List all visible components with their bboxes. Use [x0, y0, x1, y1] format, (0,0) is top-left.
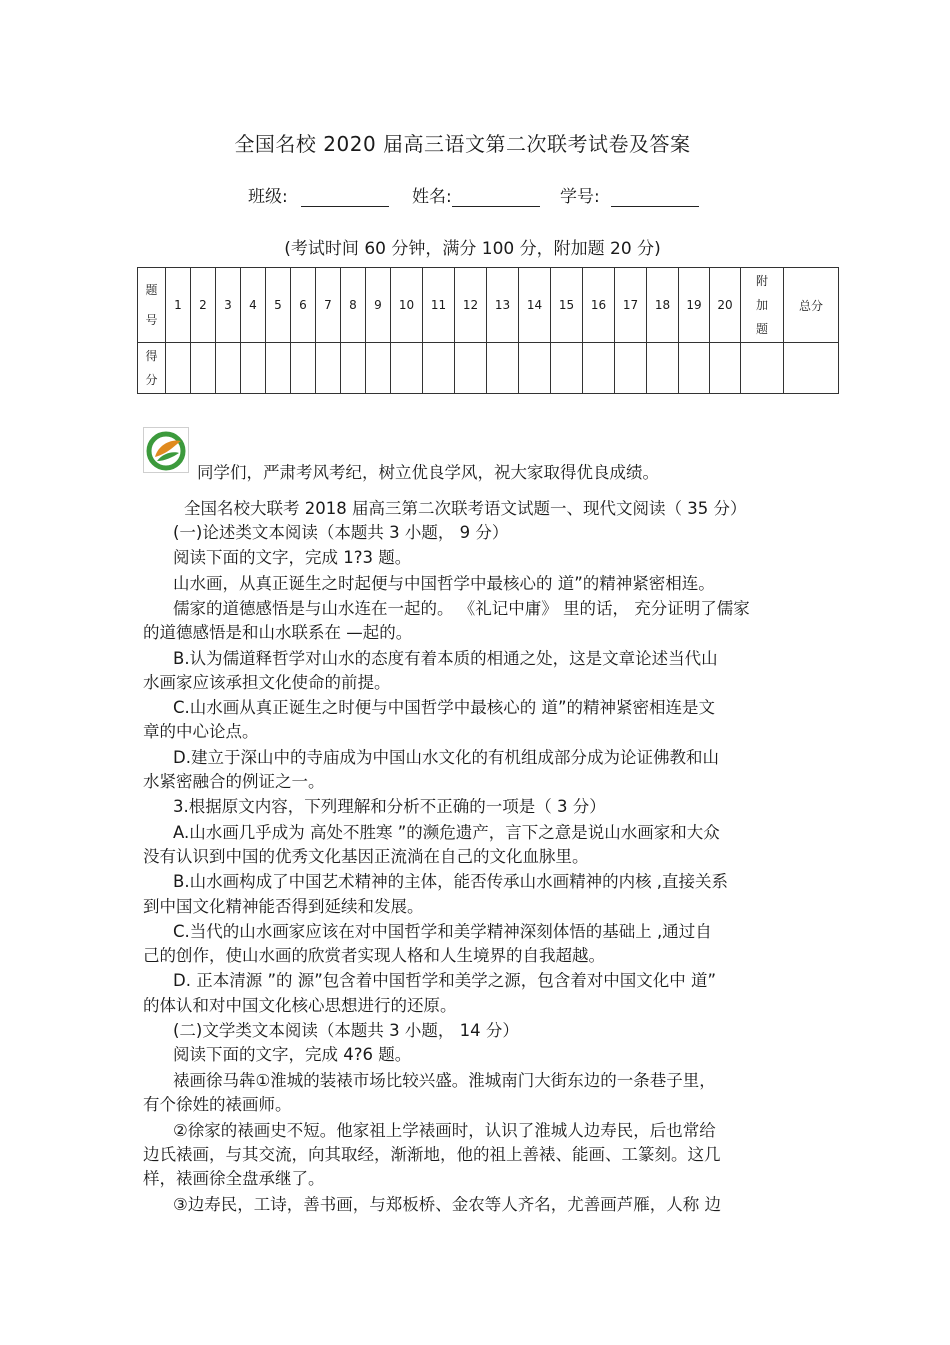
- question-number: 8: [341, 268, 366, 343]
- question-number: 2: [191, 268, 216, 343]
- question-number: 5: [266, 268, 291, 343]
- score-cell[interactable]: [191, 343, 216, 394]
- total-score-cell[interactable]: [784, 343, 839, 394]
- text-line: (一)论述类文本阅读（本题共 3 小题， 9 分）: [173, 523, 509, 542]
- score-cell[interactable]: [391, 343, 423, 394]
- score-cell[interactable]: [519, 343, 551, 394]
- text-line: ③边寿民，工诗，善书画，与郑板桥、金农等人齐名，尤善画芦雁，人称 边: [173, 1195, 722, 1214]
- question-number: 3: [216, 268, 241, 343]
- text-line: 山水画，从真正诞生之时起便与中国哲学中最核心的 道”的精神紧密相连。: [173, 574, 715, 593]
- text-line: D.建立于深山中的寺庙成为中国山水文化的有机组成部分成为论证佛教和山: [173, 748, 719, 767]
- text-line: 阅读下面的文字，完成 4?6 题。: [173, 1045, 412, 1064]
- class-field: [248, 182, 389, 207]
- text-line: C.当代的山水画家应该在对中国哲学和美学精神深刻体悟的基础上 ,通过自: [173, 922, 712, 941]
- school-logo-icon: [143, 427, 189, 473]
- score-cell[interactable]: [291, 343, 316, 394]
- text-line: B.山水画构成了中国艺术精神的主体，能否传承山水画精神的内核 ,直接关系: [173, 872, 729, 891]
- id-label: 学号:: [560, 187, 600, 207]
- text-line: 样，裱画徐全盘承继了。: [143, 1169, 325, 1188]
- text-line: 的道德感悟是和山水联系在 —起的。: [143, 623, 413, 642]
- text-line: B.认为儒道释哲学对山水的态度有着本质的相通之处，这是文章论述当代山: [173, 649, 718, 668]
- score-table: [137, 267, 839, 394]
- text-line: 儒家的道德感悟是与山水连在一起的。 《礼记中庸》 里的话， 充分证明了儒家: [173, 599, 750, 618]
- name-field: [412, 182, 540, 207]
- question-number-row: [138, 268, 839, 343]
- class-blank: [301, 188, 389, 207]
- score-cell[interactable]: [710, 343, 741, 394]
- text-line: A.山水画几乎成为 高处不胜寒 ”的濒危遗产，言下之意是说山水画家和大众: [173, 823, 720, 842]
- total-label-cell: 总分: [784, 268, 839, 343]
- text-line: C.山水画从真正诞生之时便与中国哲学中最核心的 道”的精神紧密相连是文: [173, 698, 716, 717]
- name-blank: [452, 188, 540, 207]
- text-line: 己的创作，使山水画的欣赏者实现人格和人生境界的自我超越。: [143, 946, 605, 965]
- id-blank: [611, 188, 699, 207]
- text-line: 的体认和对中国文化核心思想进行的还原。: [143, 996, 457, 1015]
- text-line: 全国名校大联考 2018 届高三第二次联考语文试题一、现代文阅读（ 35 分）: [184, 499, 747, 518]
- text-line: 裱画徐马犇①淮城的装裱市场比较兴盛。淮城南门大街东边的一条巷子里，: [173, 1071, 716, 1090]
- score-cell[interactable]: [455, 343, 487, 394]
- question-number: 6: [291, 268, 316, 343]
- text-line: 阅读下面的文字，完成 1?3 题。: [173, 548, 412, 567]
- score-cell[interactable]: [487, 343, 519, 394]
- question-number: 16: [583, 268, 615, 343]
- score-cell[interactable]: [216, 343, 241, 394]
- score-cell[interactable]: [551, 343, 583, 394]
- question-number: 1: [166, 268, 191, 343]
- score-cell[interactable]: [679, 343, 710, 394]
- question-number: 14: [519, 268, 551, 343]
- question-number: 4: [241, 268, 266, 343]
- text-line: 到中国文化精神能否得到延续和发展。: [143, 897, 424, 916]
- score-cell[interactable]: [583, 343, 615, 394]
- score-cell[interactable]: [615, 343, 647, 394]
- score-cell[interactable]: [166, 343, 191, 394]
- question-number: 13: [487, 268, 519, 343]
- question-number: 15: [551, 268, 583, 343]
- question-number: 19: [679, 268, 710, 343]
- text-line: 3.根据原文内容，下列理解和分析不正确的一项是（ 3 分）: [173, 797, 606, 816]
- id-field: [560, 182, 699, 207]
- question-number: 10: [391, 268, 423, 343]
- question-number: 11: [423, 268, 455, 343]
- text-line: 水画家应该承担文化使命的前提。: [143, 673, 391, 692]
- score-cell[interactable]: [647, 343, 679, 394]
- bonus-score-cell[interactable]: [741, 343, 784, 394]
- text-line: 水紧密融合的例证之一。: [143, 772, 325, 791]
- question-label-cell: 题 号: [138, 268, 166, 343]
- text-line: ②徐家的裱画史不短。他家祖上学裱画时，认识了淮城人边寿民，后也常给: [173, 1121, 716, 1140]
- text-line: 同学们，严肃考风考纪，树立优良学风，祝大家取得优良成绩。: [197, 463, 659, 482]
- question-number: 20: [710, 268, 741, 343]
- score-row: [138, 343, 839, 394]
- page-title: 全国名校 2020 届高三语文第二次联考试卷及答案: [234, 132, 691, 156]
- question-number: 9: [366, 268, 391, 343]
- text-line: 没有认识到中国的优秀文化基因正流淌在自己的文化血脉里。: [143, 847, 589, 866]
- score-cell[interactable]: [316, 343, 341, 394]
- score-cell[interactable]: [341, 343, 366, 394]
- score-label-cell: 得 分: [138, 343, 166, 394]
- text-line: 章的中心论点。: [143, 722, 259, 741]
- bonus-label-cell: 附 加 题: [741, 268, 784, 343]
- text-line: (二)文学类文本阅读（本题共 3 小题， 14 分）: [173, 1021, 519, 1040]
- text-line: 有个徐姓的裱画师。: [143, 1095, 292, 1114]
- question-number: 12: [455, 268, 487, 343]
- score-cell[interactable]: [241, 343, 266, 394]
- score-cell[interactable]: [266, 343, 291, 394]
- text-line: 边氏裱画，与其交流，向其取经，渐渐地，他的祖上善裱、能画、工篆刻。这几: [143, 1145, 721, 1164]
- question-number: 7: [316, 268, 341, 343]
- exam-note: (考试时间 60 分钟，满分 100 分，附加题 20 分): [284, 239, 661, 259]
- score-cell[interactable]: [366, 343, 391, 394]
- class-label: 班级:: [248, 187, 288, 207]
- question-number: 17: [615, 268, 647, 343]
- score-cell[interactable]: [423, 343, 455, 394]
- question-number: 18: [647, 268, 679, 343]
- text-line: D. 正本清源 ”的 源”包含着中国哲学和美学之源，包含着对中国文化中 道”: [173, 971, 717, 990]
- name-label: 姓名:: [412, 187, 452, 207]
